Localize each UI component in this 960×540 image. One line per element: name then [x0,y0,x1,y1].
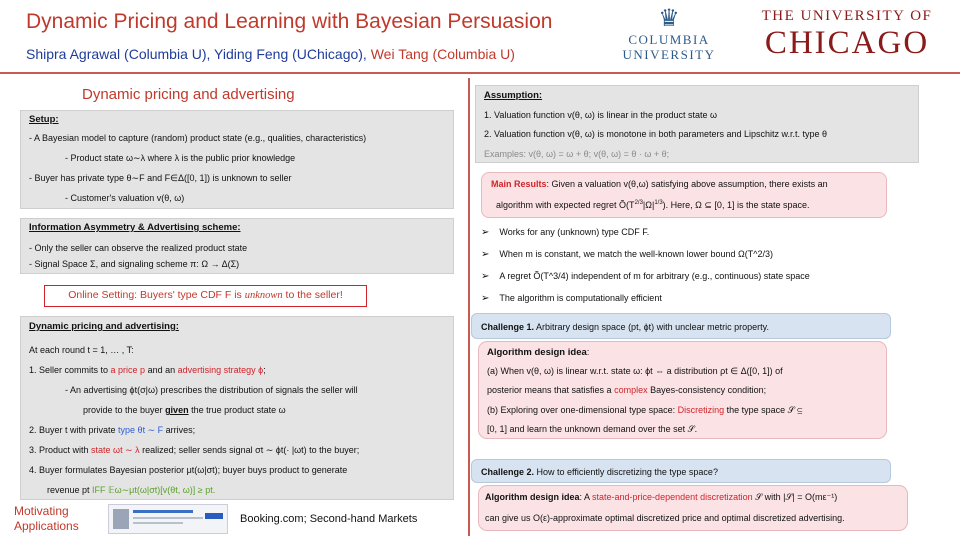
step-4-revenue [47,485,215,497]
assumption-line-2: 2. Valuation function v(θ, ω) is monotone in both parameters and Lipschitz w.r.t. type θ [484,129,828,139]
main-results-text: : Given a valuation v(θ,ω) satisfying above assumption, there exists an [546,179,828,189]
chicago-logo [742,8,952,61]
crown-icon: ♛ [658,6,680,32]
step-2 [29,425,195,437]
step-1-sub-2b: given [165,405,189,415]
dynamic-panel [20,316,454,500]
challenge-2-label: Challenge 2. [481,467,535,477]
thumb-button [205,513,223,519]
assumption-heading: Assumption: [484,90,543,101]
alg2-c: state-and-price-dependent discretization [592,492,753,502]
alg1-colon: : [586,347,590,358]
bullet-text: The algorithm is computationally efficient [499,293,662,303]
dynamic-intro: At each round t = 1, … , T: [29,345,134,355]
header-divider [0,72,960,74]
bullet-item [481,292,662,305]
alg2-d: 𝒮 with |𝒮| = O(mε⁻¹) [752,492,838,502]
alg1-title-text: Algorithm design idea [487,347,587,358]
arrow-bullet-icon: ➢ [481,271,490,282]
columbia-logo [610,6,728,62]
alg1-line-2c: Bayes-consistency condition; [647,385,767,395]
alg1-line-2 [487,385,766,397]
assumption-line-1: 1. Valuation function v(θ, ω) is linear in the product state ω [484,110,718,120]
main-results-line-2 [496,200,810,212]
challenge-2-box [471,459,891,483]
main-results-c: algorithm with expected regret Õ(T [496,200,635,210]
step-1-c: and an [145,365,178,375]
applications-text: Booking.com; Second-hand Markets [240,513,418,525]
booking-screenshot-thumbnail [108,504,228,534]
bullet-text: Works for any (unknown) type CDF F. [499,227,650,237]
main-results-d: |Ω| [642,200,655,210]
step-4: 4. Buyer formulates Bayesian posterior μt(ω|σt); buyer buys product to generate [29,465,348,475]
step-1-e: ; [263,365,266,375]
bullet-text: When m is constant, we match the well-known lower bound Ω(T^2/3) [499,249,773,259]
online-setting-box [44,285,367,307]
authors-part-1: Shipra Agrawal (Columbia U), Yiding Feng (UChicago), [26,46,367,62]
challenge-1-label: Challenge 1. [481,322,535,332]
algorithm-idea-1-box [478,341,887,439]
challenge-1-box [471,313,891,339]
thumb-image [113,509,129,529]
alg1-line-3c: the type space 𝒮 ⊆ [724,405,803,415]
motivating-applications [14,504,79,534]
step-1-ad: advertising strategy ϕ [177,365,264,375]
step-1-price: a price p [110,365,146,375]
main-results-line-1 [491,179,828,191]
assumption-examples: Examples: v(θ, ω) = ω + θ; v(θ, ω) = θ · ω + θ; [484,149,670,159]
alg1-line-3a: (b) Exploring over one-dimensional type space: [487,405,678,415]
setup-line-3: - Buyer has private type θ∼F and F∈Δ([0, 1]) is unknown to seller [29,173,292,183]
main-results-c-sup: 2/3 [634,200,643,206]
online-text-1: Online Setting: Buyers' type CDF F is [68,289,245,301]
online-text-2: unknown [244,290,283,301]
step-1-sub-2 [83,405,286,417]
main-results-d-sup: 1/3 [654,200,663,206]
info-line-2: - Signal Space Σ, and signaling scheme π: Ω → Δ(Σ) [29,259,240,269]
step-2-c: arrives; [163,425,196,435]
step-2-a: 2. Buyer t with private [29,425,119,435]
main-results-box [481,172,887,218]
alg1-line-2a: posterior means that satisfies a [487,385,615,395]
step-3-c: realized; seller sends signal σt ∼ ϕt(· |ωt) to the buyer; [139,445,360,455]
info-line-1: - Only the seller can observe the realized product state [29,243,248,253]
assumption-panel [475,85,919,163]
challenge-2-desc: How to efficiently discretizing the type space? [534,467,718,477]
step-1 [29,365,266,377]
setup-line-4: - Customer's valuation v(θ, ω) [65,193,185,203]
poster-title: Dynamic Pricing and Learning with Bayesian Persuasion [26,10,553,33]
thumb-line [133,510,193,513]
columbia-logo-line1: COLUMBIA [628,32,710,47]
step-2-b: type θt ∼ F [118,425,164,435]
step-1-a: 1. Seller commits to [29,365,111,375]
main-results-label: Main Results [491,179,547,189]
step-3 [29,445,359,457]
algorithm-idea-2-box [478,485,908,531]
step-1-sub-2c: the true product state ω [188,405,286,415]
authors-part-2: Wei Tang (Columbia U) [366,46,515,62]
authors [26,46,515,62]
alg2-line-1 [485,492,837,504]
challenge-1-text [481,322,769,334]
alg2-line-2: can give us O(ε)-approximate optimal discretized price and optimal discretized advertising. [485,513,845,523]
main-results-e: ). Here, Ω ⊆ [0, 1] is the state space. [662,200,810,210]
motiv-line-1: Motivating [14,504,69,518]
thumb-line [133,522,183,524]
challenge-2-text [481,467,718,479]
alg1-title [487,347,589,359]
setup-panel [20,110,454,209]
setup-line-2: - Product state ω∼λ where λ is the public prior knowledge [65,153,296,163]
arrow-bullet-icon: ➢ [481,227,490,238]
step-1-sub-2a: provide to the buyer [83,405,166,415]
columbia-logo-line2: UNIVERSITY [622,47,716,62]
bullet-item [481,226,649,239]
thumb-line [133,517,203,519]
info-heading: Information Asymmetry & Advertising scheme: [29,222,241,233]
chicago-logo-line1: THE UNIVERSITY OF [761,8,933,24]
step-4-revenue-b: IFF 𝔼ω∼μt(ω|σt)[v(θt, ω)] ≥ pt. [92,485,216,495]
column-divider [468,78,470,536]
bullet-item [481,248,773,261]
alg1-line-3b: Discretizing [677,405,725,415]
chicago-logo-line2: CHICAGO [764,25,930,61]
info-panel [20,218,454,274]
motiv-line-2: Applications [14,519,79,533]
alg1-line-3 [487,405,802,417]
alg1-line-1: (a) When v(θ, ω) is linear w.r.t. state ω: ϕt ⇔ a distribution ρt ∈ Δ([0, 1]) of [487,366,783,376]
challenge-1-desc: Arbitrary design space (pt, ϕt) with unclear metric property. [534,322,769,332]
step-3-a: 3. Product with [29,445,92,455]
bullet-text: A regret Õ(T^3/4) independent of m for arbitrary (e.g., continuous) state space [499,271,810,281]
step-1-sub-1: - An advertising ϕt(σ|ω) prescribes the distribution of signals the seller will [65,385,358,395]
dynamic-heading: Dynamic pricing and advertising: [29,321,179,332]
section-title: Dynamic pricing and advertising [82,86,295,103]
alg2-title: Algorithm design idea [485,492,580,502]
alg1-line-2b: complex [614,385,648,395]
arrow-bullet-icon: ➢ [481,293,490,304]
bullet-item [481,270,810,283]
arrow-bullet-icon: ➢ [481,249,490,260]
setup-heading: Setup: [29,114,59,125]
step-4-revenue-a: revenue pt [47,485,93,495]
online-text-3: to the seller! [282,289,343,301]
alg2-b: : A [579,492,593,502]
setup-line-1: - A Bayesian model to capture (random) product state (e.g., qualities, characteristics) [29,133,367,143]
alg1-line-4: [0, 1] and learn the unknown demand over the set 𝒮. [487,424,698,434]
step-3-b: state ωt ∼ λ [91,445,140,455]
